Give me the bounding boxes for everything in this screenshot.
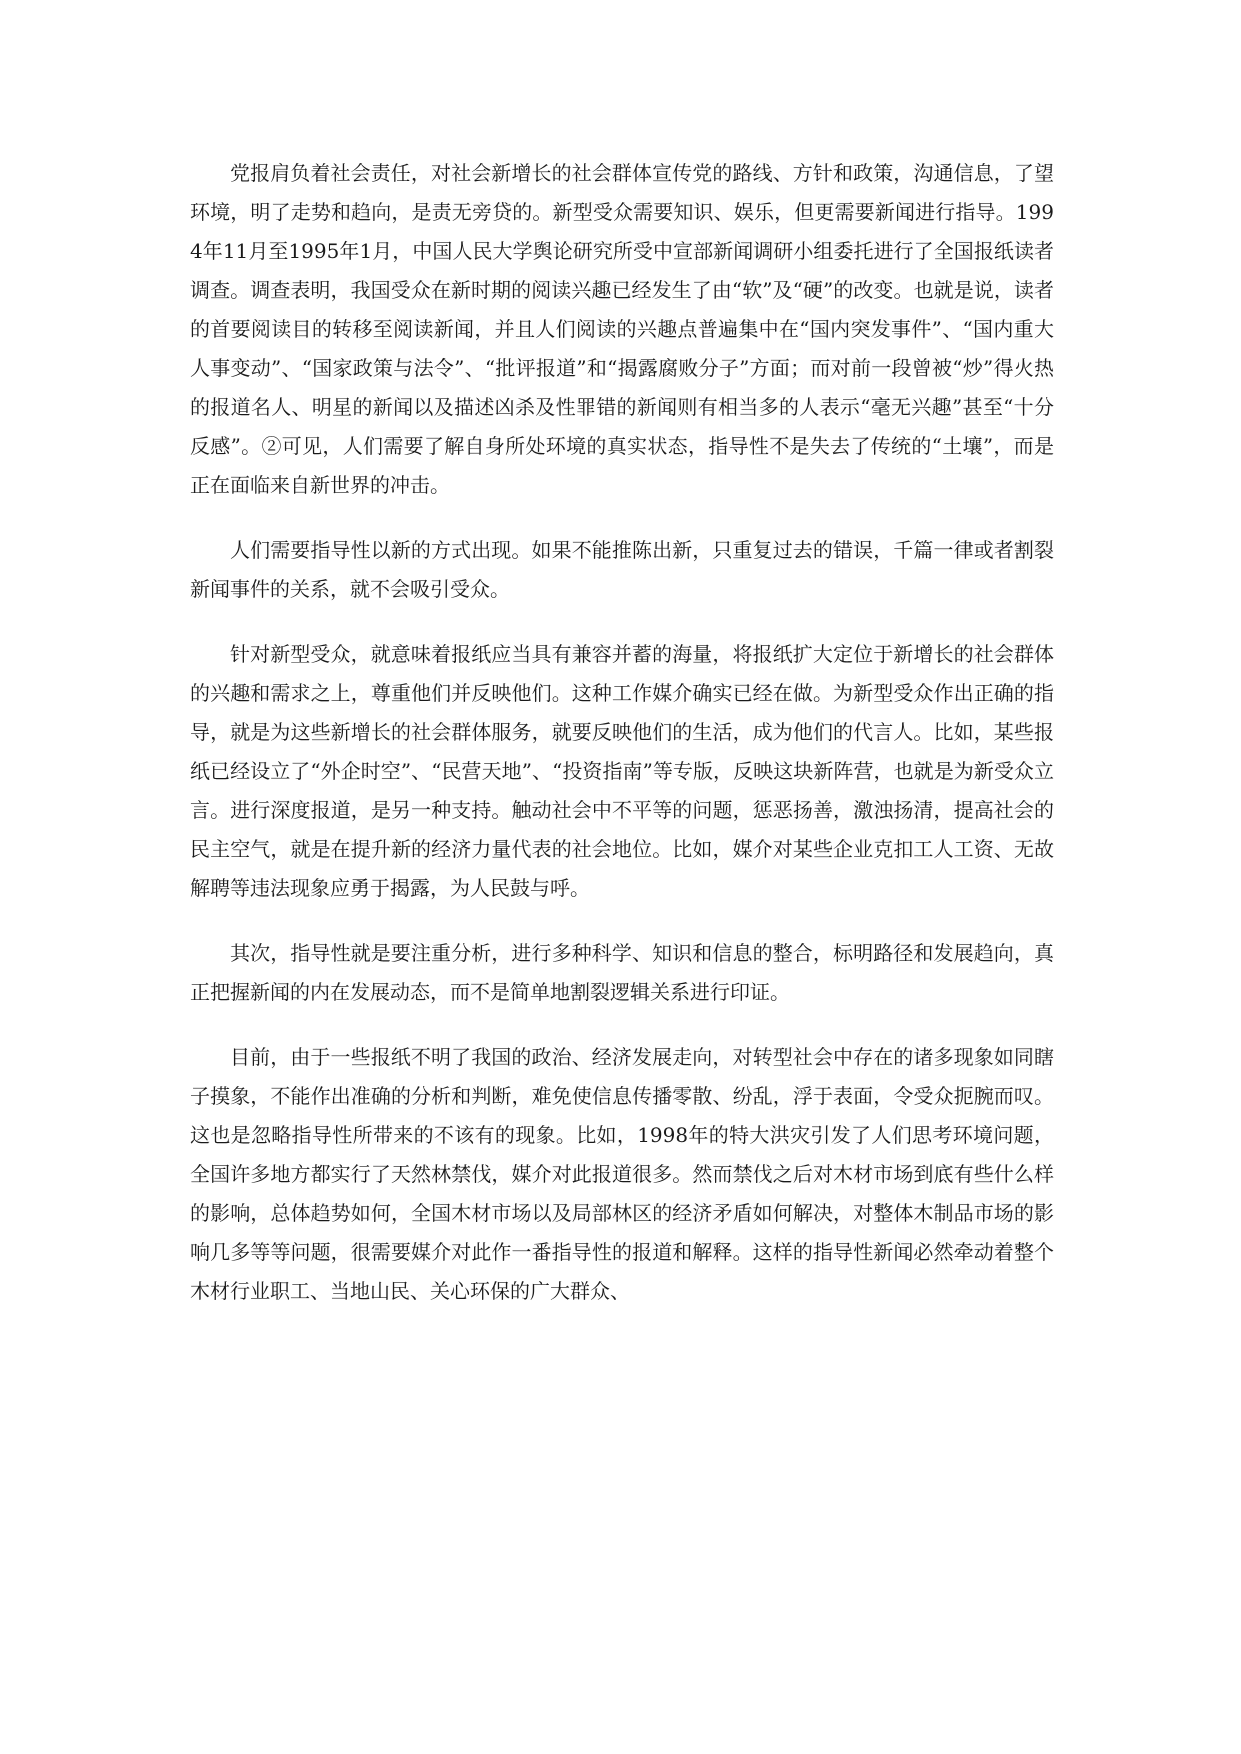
paragraph-5: 目前，由于一些报纸不明了我国的政治、经济发展走向，对转型社会中存在的诸多现象如同瞎子摸象，不能作出准确的分析和判断，难免使信息传播零散、纷乱，浮于表面，令受众扼腕而叹。这也是忽略指导性所带来的不该有的现象。比如，1998年的特大洪灾引发了人们思考环境问题，全国许多地方都实行了天然林禁伐，媒介对此报道很多。然而禁伐之后对木材市场到底有些什么样的影响，总体趋势如何，全国木材市场以及局部林区的经济矛盾如何解决，对整体木制品市场的影响几多等等问题，很需要媒介对此作一番指导性的报道和解释。这样的指导性新闻必然牵动着整个木材行业职工、当地山民、关心环保的广大群众、 — [190, 1045, 1054, 1303]
paragraph-3: 针对新型受众，就意味着报纸应当具有兼容并蓄的海量，将报纸扩大定位于新增长的社会群体的兴趣和需求之上，尊重他们并反映他们。这种工作媒介确实已经在做。为新型受众作出正确的指导，就是为这些新增长的社会群体服务，就要反映他们的生活，成为他们的代言人。比如，某些报纸已经设立了“外企时空”、“民营天地”、“投资指南”等专版，反映这块新阵营，也就是为新受众立言。进行深度报道，是另一种支持。触动社会中不平等的问题，惩恶扬善，激浊扬清，提高社会的民主空气，就是在提升新的经济力量代表的社会地位。比如，媒介对某些企业克扣工人工资、无故解聘等违法现象应勇于揭露，为人民鼓与呼。 — [190, 642, 1054, 900]
document-body — [190, 154, 1054, 1337]
paragraph-2: 人们需要指导性以新的方式出现。如果不能推陈出新，只重复过去的错误，千篇一律或者割裂新闻事件的关系，就不会吸引受众。 — [190, 538, 1054, 601]
paragraph-4: 其次，指导性就是要注重分析，进行多种科学、知识和信息的整合，标明路径和发展趋向，真正把握新闻的内在发展动态，而不是简单地割裂逻辑关系进行印证。 — [190, 941, 1054, 1004]
paragraph-1: 党报肩负着社会责任，对社会新增长的社会群体宣传党的路线、方针和政策，沟通信息，了望环境，明了走势和趋向，是责无旁贷的。新型受众需要知识、娱乐，但更需要新闻进行指导。1994年11月至1995年1月，中国人民大学舆论研究所受中宣部新闻调研小组委托进行了全国报纸读者调查。调查表明，我国受众在新时期的阅读兴趣已经发生了由“软”及“硬”的改变。也就是说，读者的首要阅读目的转移至阅读新闻，并且人们阅读的兴趣点普遍集中在“国内突发事件”、“国内重大人事变动”、“国家政策与法令”、“批评报道”和“揭露腐败分子”方面；而对前一段曾被“炒”得火热的报道名人、明星的新闻以及描述凶杀及性罪错的新闻则有相当多的人表示“毫无兴趣”甚至“十分反感”。②可见，人们需要了解自身所处环境的真实状态，指导性不是失去了传统的“土壤”，而是正在面临来自新世界的冲击。 — [190, 161, 1054, 497]
